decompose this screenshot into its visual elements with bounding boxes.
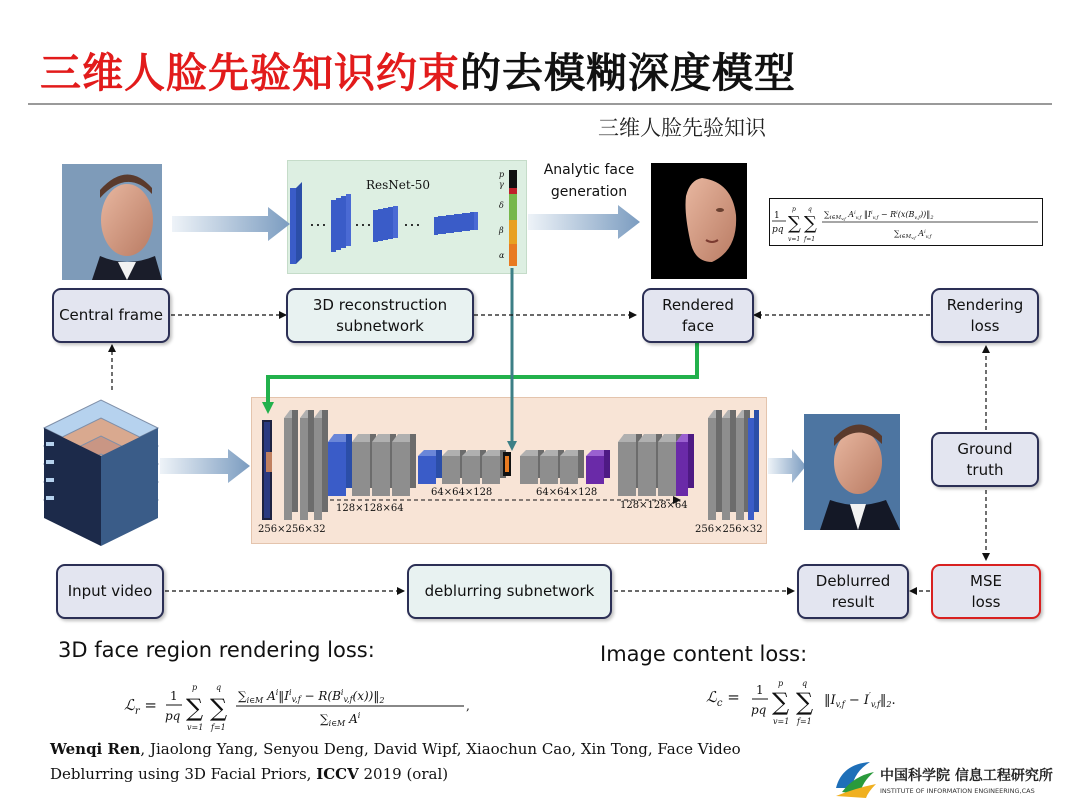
deblurring-subnetwork-node xyxy=(407,564,612,619)
svg-text:1: 1 xyxy=(170,689,178,703)
svg-text:∑: ∑ xyxy=(186,694,204,722)
rendering-loss-heading: 3D face region rendering loss: xyxy=(58,638,375,662)
svg-text:v=1: v=1 xyxy=(788,236,801,243)
ground-truth-label-1: Ground xyxy=(957,440,1013,459)
analytic-face-line2: generation xyxy=(550,183,628,200)
svg-text:1: 1 xyxy=(756,683,764,697)
dim-label: 64×64×128 xyxy=(536,487,598,498)
svg-text:q: q xyxy=(216,683,222,692)
citation-line-1 xyxy=(50,740,741,758)
central-frame-photo xyxy=(62,164,162,280)
svg-text:v=1: v=1 xyxy=(187,723,204,732)
output-photo xyxy=(804,414,900,530)
reconstruction-subnetwork-node xyxy=(286,288,474,343)
central-frame-label: Central frame xyxy=(59,306,163,325)
rendering-loss-formula xyxy=(770,199,1042,245)
svg-text:ℒr =: ℒ$_r$ = xyxy=(124,696,157,717)
svg-text:f=1: f=1 xyxy=(804,236,816,243)
svg-text:∑: ∑ xyxy=(210,694,228,722)
svg-text:pq: pq xyxy=(165,709,181,723)
institute-logo-icon xyxy=(832,758,878,800)
svg-text:f=1: f=1 xyxy=(211,723,226,732)
svg-text:q: q xyxy=(802,679,808,688)
slide-title-black: 的去模糊深度模型 xyxy=(460,49,796,97)
dim-label: 64×64×128 xyxy=(431,487,493,498)
svg-text:p: p xyxy=(192,683,198,692)
citation-year: 2019 (oral) xyxy=(358,765,449,783)
deblurred-result-label-1: Deblurred xyxy=(815,572,891,591)
dim-label: 256×256×32 xyxy=(258,524,326,535)
svg-text:,: , xyxy=(466,699,470,713)
svg-text:∑i∈Mv,f Aiv,f ‖Iiv,f − Ri(x(Bv: $\sum_{i\in M}v,f$ $A^i_{v,f}$ $‖I^i_{v,f}$ − $R^i(x(B_{v,f}))‖_2$ xyxy=(824,210,934,221)
svg-text:∑: ∑ xyxy=(772,688,790,716)
svg-text:∑: ∑ xyxy=(804,213,817,234)
rendered-face-photo xyxy=(651,163,747,279)
svg-text:p: p xyxy=(778,679,784,688)
param-label-delta: δ xyxy=(499,201,504,210)
fat-arrow-output xyxy=(768,449,806,483)
citation-author: Wenqi Ren xyxy=(50,740,141,758)
svg-text:v=1: v=1 xyxy=(773,717,790,726)
slide-title-red: 三维人脸先验知识约束 xyxy=(40,49,460,97)
rendering-loss-label-2: loss xyxy=(970,316,1000,335)
deblurring-subnetwork-label: deblurring subnetwork xyxy=(424,582,595,601)
param-label-gamma: γ xyxy=(499,180,504,189)
reconstruction-label-1: 3D reconstruction xyxy=(312,296,448,315)
dim-label: 128×128×64 xyxy=(620,500,688,511)
deblurred-result-node xyxy=(797,564,909,619)
analytic-face-line1: Analytic face xyxy=(543,162,635,178)
svg-text:pq: pq xyxy=(772,225,784,235)
mse-loss-node xyxy=(931,564,1041,619)
central-frame-node xyxy=(52,288,170,343)
rendering-loss-label-1: Rendering xyxy=(946,296,1024,315)
ground-truth-label-2: truth xyxy=(966,460,1004,479)
svg-text:∑: ∑ xyxy=(796,688,814,716)
dim-label: 128×128×64 xyxy=(336,503,404,514)
svg-text:∑i∈M Ai: $\sum_{i\in M}$ $A^i$ xyxy=(320,711,361,728)
content-loss-heading: Image content loss: xyxy=(600,642,808,666)
svg-text:ℒc =: ℒ$_c$ = xyxy=(706,688,740,709)
svg-text:∑i∈M Ai‖Iiv,f − R(Biv,f(x))‖2: $\sum_{i\in M}$ $A^i‖I^i_{v,f}$ − $R(B^i_{v,f}(x))‖_2$ xyxy=(238,688,385,705)
citation-title: Deblurring using 3D Facial Priors, xyxy=(50,765,317,783)
rendering-loss-node xyxy=(931,288,1039,343)
svg-text:p: p xyxy=(792,206,796,213)
param-label-alpha: α xyxy=(499,251,505,260)
input-video-label: Input video xyxy=(67,582,153,601)
mse-loss-label-2: loss xyxy=(971,592,1001,611)
param-label-p: p xyxy=(499,170,505,179)
rendered-face-label-2: face xyxy=(682,316,714,335)
citation-authors: , Jiaolong Yang, Senyou Deng, David Wipf, Xiaochun Cao, Xin Tong, Face Video xyxy=(140,740,741,758)
analytic-face-label xyxy=(530,160,648,203)
fat-arrow-top xyxy=(172,207,290,241)
svg-text:···: ··· xyxy=(403,214,421,234)
svg-text:1: 1 xyxy=(774,211,780,221)
svg-text:···: ··· xyxy=(309,214,327,234)
citation-venue: ICCV xyxy=(316,765,359,783)
slide-subtitle: 三维人脸先验知识 xyxy=(598,116,766,140)
rendered-face-label-1: Rendered xyxy=(662,296,734,315)
institute-name-cn: 中国科学院 信息工程研究所 xyxy=(880,768,1053,784)
green-arrow xyxy=(268,342,697,408)
svg-text:q: q xyxy=(808,206,812,213)
svg-text:∑: ∑ xyxy=(788,213,801,234)
institute-name-en: INSTITUTE OF INFORMATION ENGINEERING,CAS xyxy=(880,787,1035,795)
svg-text:pq: pq xyxy=(751,703,767,717)
rendered-face-node xyxy=(642,288,754,343)
mse-loss-label-1: MSE xyxy=(970,572,1002,591)
svg-text:f=1: f=1 xyxy=(797,717,812,726)
rendering-loss-formula-box xyxy=(769,198,1043,246)
citation-line-2 xyxy=(50,765,448,783)
svg-text:∑i∈Mv,f Aiv,f: $\sum_{i\in M}v,f$ $A^i_{v,f}$ xyxy=(894,229,932,240)
ground-truth-node xyxy=(931,432,1039,487)
content-loss-equation xyxy=(706,678,946,730)
input-video-stack xyxy=(44,400,158,546)
reconstruction-label-2: subnetwork xyxy=(336,316,424,335)
input-video-node xyxy=(56,564,164,619)
svg-text:···: ··· xyxy=(354,214,372,234)
fat-arrow-analytic xyxy=(528,205,640,239)
dim-label: 256×256×32 xyxy=(695,524,763,535)
resnet-label: ResNet-50 xyxy=(366,178,431,192)
param-label-beta: β xyxy=(499,226,504,235)
svg-text:‖Iv,f − I′v,f‖2.: $‖I_{v,f}$ − $I'_{v,f}‖_2$. xyxy=(824,691,896,709)
fat-arrow-input xyxy=(160,449,250,483)
rendering-loss-equation xyxy=(124,676,484,734)
deblurred-result-label-2: result xyxy=(831,592,875,611)
